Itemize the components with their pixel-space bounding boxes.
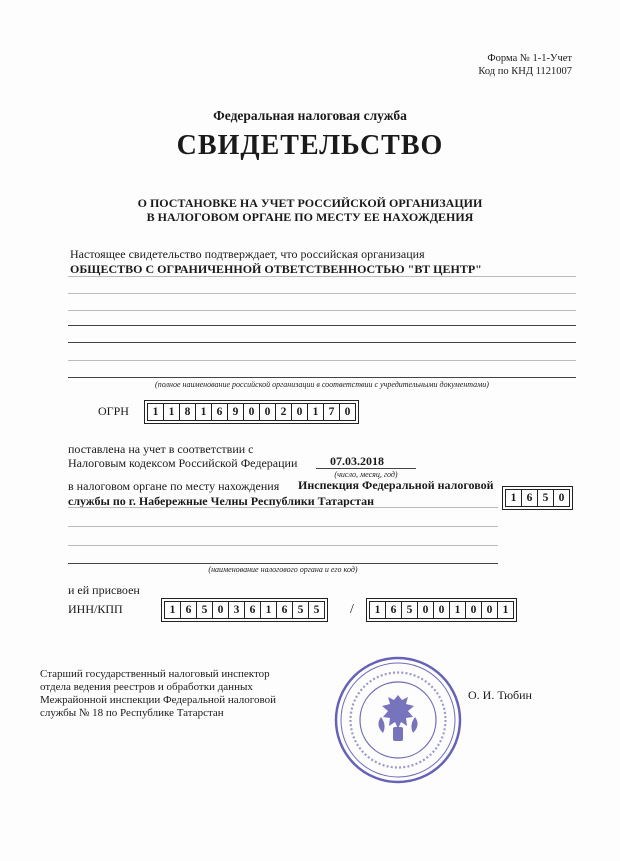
ogrn-digit: 9 [227, 403, 243, 421]
authority-code-digit: 6 [521, 489, 537, 507]
authority-line-1: Инспекция Федеральной налоговой [298, 478, 494, 492]
ogrn-label: ОГРН [98, 404, 129, 418]
divider [68, 526, 498, 527]
registration-date: 07.03.2018 [330, 454, 384, 468]
inn-digit: 6 [180, 601, 196, 619]
divider [68, 377, 576, 378]
inn-digit: 0 [212, 601, 228, 619]
ogrn-digit: 7 [323, 403, 339, 421]
kpp-digit: 6 [385, 601, 401, 619]
divider [68, 276, 576, 277]
kpp-digit: 0 [481, 601, 497, 619]
kpp-digit: 5 [401, 601, 417, 619]
inn-digit: 6 [276, 601, 292, 619]
ogrn-digit: 2 [275, 403, 291, 421]
inn-digit: 1 [260, 601, 276, 619]
inn-kpp-separator: / [350, 602, 354, 617]
document-title: СВИДЕТЕЛЬСТВО [176, 130, 444, 161]
place-prefix: в налоговом органе по месту нахождения [68, 479, 280, 493]
kpp-digit: 0 [433, 601, 449, 619]
assigned-text: и ей присвоен [68, 583, 140, 597]
kpp-digit: 1 [369, 601, 385, 619]
registration-text-1: поставлена на учет в соответствии с [68, 442, 254, 456]
organization-name: ОБЩЕСТВО С ОГРАНИЧЕННОЙ ОТВЕТСТВЕННОСТЬЮ "ВТ ЦЕНТР" [70, 262, 482, 276]
kpp-digit: 0 [465, 601, 481, 619]
inn-kpp-label: ИНН/КПП [68, 602, 123, 616]
divider [68, 342, 576, 343]
inn-digit: 6 [244, 601, 260, 619]
divider [68, 563, 498, 564]
authority-line-2: службы по г. Набережные Челны Республики Татарстан [68, 494, 375, 508]
service-name: Федеральная налоговая служба [213, 108, 407, 123]
ogrn-digit: 8 [179, 403, 195, 421]
inn-digit: 5 [308, 601, 325, 619]
knd-code-line: Код по КНД 1121007 [478, 66, 572, 77]
ogrn-digit: 0 [339, 403, 356, 421]
ogrn-digit: 0 [259, 403, 275, 421]
kpp-digit: 1 [497, 601, 514, 619]
inn-cells [164, 601, 325, 619]
date-caption: (число, месяц, год) [334, 470, 398, 479]
subtitle-line-2: В НАЛОГОВОМ ОРГАНЕ ПО МЕСТУ ЕЕ НАХОЖДЕНИЯ [146, 210, 474, 224]
signer-line-4: службы № 18 по Республике Татарстан [40, 707, 224, 719]
kpp-digit: 1 [449, 601, 465, 619]
signer-position [40, 668, 276, 720]
official-seal-stamp [333, 655, 463, 785]
signer-line-3: Межрайонной инспекции Федеральной налоговой [40, 694, 276, 706]
signer-name: О. И. Тюбин [468, 688, 532, 702]
divider [68, 507, 498, 508]
registration-text-2: Налоговым кодексом Российской Федерации [68, 456, 298, 470]
divider [68, 360, 576, 361]
divider [68, 293, 576, 294]
subtitle-line-1: О ПОСТАНОВКЕ НА УЧЕТ РОССИЙСКОЙ ОРГАНИЗАЦИИ [137, 196, 483, 210]
ogrn-digit: 0 [291, 403, 307, 421]
inn-digit: 5 [196, 601, 212, 619]
inn-digit: 1 [164, 601, 180, 619]
confirm-text: Настоящее свидетельство подтверждает, что российская организация [70, 247, 425, 261]
divider [68, 310, 576, 311]
ogrn-cells [147, 403, 356, 421]
ogrn-digit: 1 [307, 403, 323, 421]
signer-line-2: отдела ведения реестров и обработки данных [40, 681, 253, 693]
divider [68, 325, 576, 326]
authority-code-box [502, 486, 573, 510]
authority-caption: (наименование налогового органа и его код) [208, 565, 358, 574]
authority-code-digit: 0 [553, 489, 570, 507]
authority-code-digit: 1 [505, 489, 521, 507]
authority-code-digit: 5 [537, 489, 553, 507]
ogrn-digit: 1 [163, 403, 179, 421]
ogrn-digit: 1 [195, 403, 211, 421]
divider [68, 545, 498, 546]
inn-box [161, 598, 328, 622]
inn-digit: 3 [228, 601, 244, 619]
ogrn-digit: 6 [211, 403, 227, 421]
kpp-box [366, 598, 517, 622]
authority-code-cells [505, 489, 570, 507]
ogrn-digit: 0 [243, 403, 259, 421]
organization-caption: (полное наименование российской организации в соответствии с учредительными документами) [155, 380, 489, 389]
document-subtitle [0, 196, 620, 224]
ogrn-digit: 1 [147, 403, 163, 421]
form-number [478, 52, 572, 78]
kpp-cells [369, 601, 514, 619]
inn-digit: 5 [292, 601, 308, 619]
kpp-digit: 0 [417, 601, 433, 619]
signer-line-1: Старший государственный налоговый инспектор [40, 668, 270, 680]
date-underline [316, 468, 416, 469]
ogrn-box [144, 400, 359, 424]
form-number-line: Форма № 1-1-Учет [487, 53, 572, 64]
